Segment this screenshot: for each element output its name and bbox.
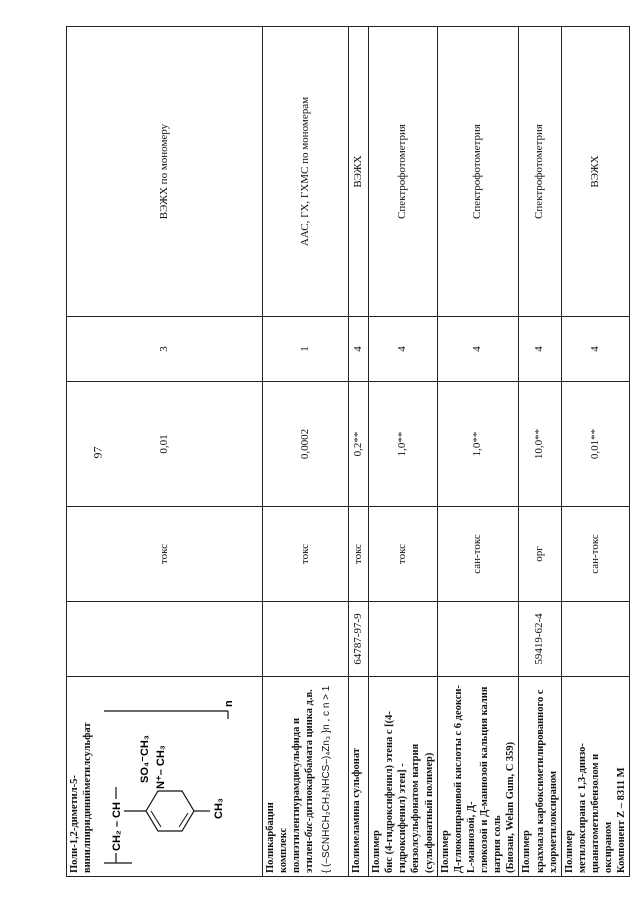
table-row (437, 27, 519, 877)
table-row (561, 27, 630, 877)
cas-cell: 64787-97-9 (349, 602, 369, 677)
name-line: бис (4-гидроксифенил) этена с [(4-гидроксифенил) этен] - (384, 711, 409, 873)
methyl-text: CH₃ (213, 798, 226, 819)
salt-text: SO₄⁻CH₃ (139, 735, 152, 783)
substance-name: Поли-1,2-диметил-5-винилпиридинийметилсульфат (69, 722, 94, 873)
class-cell: 4 (561, 317, 630, 382)
value-cell: 0,2** (349, 382, 369, 507)
cas-cell (561, 602, 630, 677)
value-cell: 1,0** (437, 382, 519, 507)
cas-cell (67, 602, 263, 677)
name-line: Полимер (521, 830, 533, 873)
subscript-n: n (223, 700, 236, 707)
method-cell: Спектрофотометрия (519, 27, 561, 317)
substance-name-cell (369, 677, 438, 877)
name-line: Полимер (563, 830, 575, 873)
value-cell: 0,01** (561, 382, 630, 507)
class-cell: 4 (437, 317, 519, 382)
page-number: 97 (90, 446, 105, 459)
class-cell: 4 (349, 317, 369, 382)
method-cell: ВЭЖХ (561, 27, 630, 317)
rotated-table-container (66, 27, 628, 877)
name-line: оксираном (603, 821, 615, 873)
type-cell: токс (67, 507, 263, 602)
type-cell: токс (369, 507, 438, 602)
table-row (369, 27, 438, 877)
name-line: крахмала карбоксиметилированного с хлорметилоксираном (534, 689, 559, 873)
substance-name-cell: Полимеламина сульфонат (349, 677, 369, 877)
substance-name-cell (437, 677, 519, 877)
chain-text: CH₂ – CH (111, 802, 124, 851)
method-cell: ААС, ГХ, ГХМС по мономерам (263, 27, 349, 317)
type-cell: сан-токс (561, 507, 630, 602)
name-line: глюкозой и Д-маннозой кальция калия натрия соль (479, 686, 504, 873)
class-cell: 3 (67, 317, 263, 382)
method-cell: ВЭЖХ по мономеру (67, 27, 263, 317)
class-cell: 4 (369, 317, 438, 382)
substance-name-cell (263, 677, 349, 877)
type-cell: токс (263, 507, 349, 602)
name-line: Компонент Z – 8311 М (616, 767, 628, 873)
value-cell: 0,0002 (263, 382, 349, 507)
name-line: Полимер (371, 830, 382, 873)
type-cell: токс (349, 507, 369, 602)
cas-cell: 59419-62-4 (519, 602, 561, 677)
name-line: Полимер (439, 830, 451, 873)
type-cell: орг (519, 507, 561, 602)
value-cell: 10,0** (519, 382, 561, 507)
name-line: (Биозан, Welan Gum, C 359) (505, 741, 517, 873)
name-line: метилоксирана с 1,3-диизо-цианатометилбензолом и (576, 743, 601, 873)
value-cell: 0,01 (67, 382, 263, 507)
cas-cell (437, 602, 519, 677)
name-line: Поликарбацин (265, 802, 276, 873)
name-line: Д-глюкопирановой кислоты с 6 деокси-L-маннозой, Д- (452, 685, 477, 873)
method-cell: ВЭЖХ (349, 27, 369, 317)
substance-name-cell (519, 677, 561, 877)
method-cell: Спектрофотометрия (437, 27, 519, 317)
name-line: этилен-бис-дитиокарбамата цинка д.в. (304, 689, 316, 873)
value-cell: 1,0** (369, 382, 438, 507)
table-row (519, 27, 561, 877)
substance-name-cell (561, 677, 630, 877)
class-cell: 1 (263, 317, 349, 382)
class-cell: 4 (519, 317, 561, 382)
table-row (349, 27, 369, 877)
substance-table (66, 26, 630, 877)
table-row (67, 27, 263, 877)
structural-formula (98, 689, 248, 869)
cas-cell (369, 602, 438, 677)
substance-name-cell (67, 677, 263, 877)
cas-cell (263, 602, 349, 677)
table-row (263, 27, 349, 877)
nitrogen-text: N⁺– CH₃ (155, 745, 168, 789)
name-line: бензолсульфонатом натрия (сульфонатный полимер) (410, 743, 435, 873)
method-cell: Спектрофотометрия (369, 27, 438, 317)
type-cell: сан-токс (437, 507, 519, 602)
chemical-formula: { (–SCNHCH₂CH₂NHCS–)₄Zn₃ }n , с n > 1 (320, 685, 332, 873)
name-line: комплекс полиэтилентиурамдисульфида и (278, 717, 303, 873)
